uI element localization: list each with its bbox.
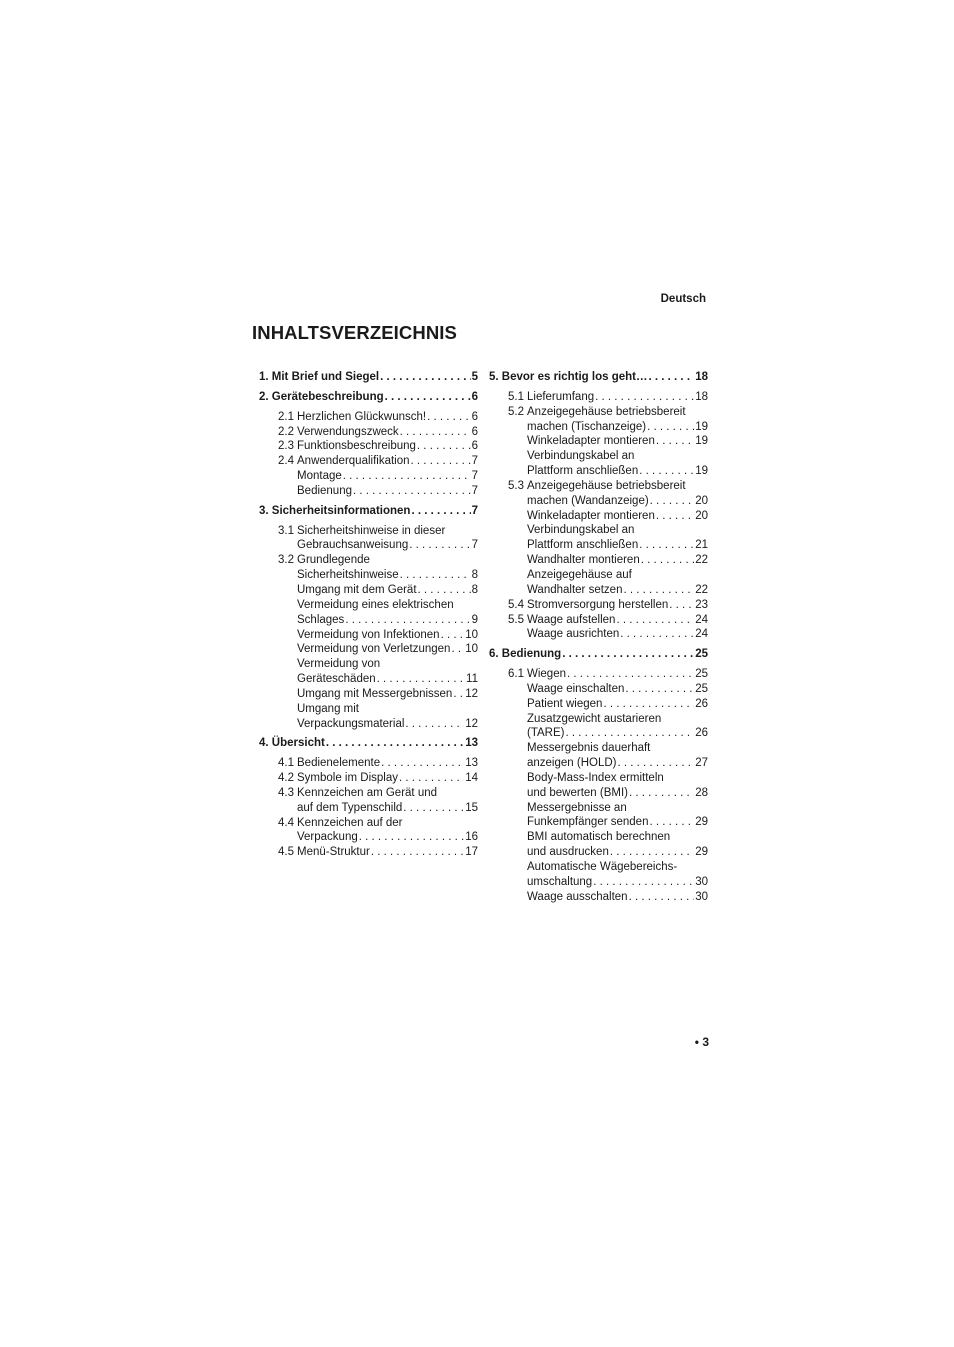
dot-leader bbox=[629, 786, 694, 801]
toc-entry-number: 4.2 bbox=[278, 772, 294, 785]
toc-entry-title: Plattform anschließen bbox=[527, 539, 639, 552]
toc-page-number: 19 bbox=[695, 435, 708, 448]
toc-page-number: 25 bbox=[695, 668, 708, 681]
toc-entry-title: Umgang mit dem Gerät bbox=[297, 583, 417, 596]
dot-leader bbox=[441, 628, 465, 643]
toc-page-number: 17 bbox=[465, 846, 478, 859]
toc-page-number: 13 bbox=[465, 757, 478, 770]
dot-leader bbox=[562, 647, 694, 662]
toc-entry[interactable] bbox=[489, 613, 708, 643]
toc-entry-title-line: Sicherheitshinweise in dieser bbox=[297, 524, 446, 537]
toc-page-number: 20 bbox=[695, 494, 708, 507]
toc-page-number: 9 bbox=[471, 613, 478, 626]
page-number: • 3 bbox=[694, 1035, 709, 1049]
toc-page-number: 7 bbox=[471, 504, 478, 517]
toc-page-number: 26 bbox=[695, 697, 708, 710]
toc-page-number: 7 bbox=[471, 484, 478, 497]
toc-chapter-title: 3. Sicherheitsinformationen bbox=[259, 504, 411, 517]
toc-entry-title: Symbole im Display bbox=[297, 772, 398, 785]
toc-page-number: 24 bbox=[695, 613, 708, 626]
toc-entry[interactable] bbox=[489, 667, 708, 905]
dot-leader bbox=[371, 845, 464, 860]
toc-page-number: 29 bbox=[695, 816, 708, 829]
toc-entry-title-line: Messergebnis dauerhaft bbox=[527, 742, 651, 755]
dot-leader bbox=[620, 627, 694, 642]
dot-leader bbox=[411, 504, 470, 519]
toc-entry-number: 4.1 bbox=[278, 757, 294, 770]
toc-chapter-5[interactable] bbox=[489, 370, 708, 385]
dot-leader bbox=[610, 845, 694, 860]
dot-leader bbox=[377, 672, 465, 687]
toc-entry-title: auf dem Typenschild bbox=[297, 801, 403, 814]
toc-entry[interactable] bbox=[259, 786, 478, 816]
dot-leader bbox=[381, 756, 464, 771]
toc-page-number: 13 bbox=[465, 737, 478, 750]
toc-page-number: 16 bbox=[465, 831, 478, 844]
toc-subentry[interactable] bbox=[297, 613, 478, 628]
toc-page-number: 15 bbox=[465, 801, 478, 814]
toc-entry-title: Plattform anschließen bbox=[527, 465, 639, 478]
toc-entry-title: Waage aufstellen bbox=[527, 613, 616, 626]
dot-leader bbox=[616, 613, 694, 628]
dot-leader bbox=[649, 815, 694, 830]
dot-leader bbox=[399, 771, 464, 786]
dot-leader bbox=[326, 736, 464, 751]
toc-page-number: 11 bbox=[466, 673, 478, 686]
toc-entry-title: Verpackung bbox=[297, 831, 358, 844]
toc-page-number: 20 bbox=[695, 509, 708, 522]
toc-entry-title-line: Grundlegende bbox=[297, 554, 370, 567]
toc-entry-title: (TARE) bbox=[527, 727, 565, 740]
toc-subentry[interactable] bbox=[527, 682, 708, 697]
toc-entry-title: anzeigen (HOLD) bbox=[527, 757, 617, 770]
dot-leader bbox=[648, 370, 694, 385]
toc-subentry[interactable] bbox=[527, 538, 708, 553]
toc-subentry[interactable] bbox=[297, 628, 478, 643]
toc-page-number: 6 bbox=[471, 425, 478, 438]
toc-page-number: 7 bbox=[471, 455, 478, 468]
toc-entry-title: Verpackungsmaterial bbox=[297, 717, 405, 730]
toc-page-number: 6 bbox=[471, 440, 478, 453]
toc-entry[interactable] bbox=[259, 756, 478, 771]
dot-leader bbox=[400, 568, 471, 583]
toc-page-number: 8 bbox=[471, 569, 478, 582]
toc-entry-title-line: Verbindungskabel an bbox=[527, 524, 635, 537]
toc-page-number: 10 bbox=[465, 643, 478, 656]
dot-leader bbox=[359, 830, 464, 845]
toc-subentry[interactable] bbox=[297, 672, 478, 687]
toc-page-number: 25 bbox=[695, 648, 708, 661]
toc-entry-title: machen (Tischanzeige) bbox=[527, 420, 647, 433]
toc-entry[interactable] bbox=[259, 454, 478, 499]
toc-section-group-4 bbox=[259, 756, 478, 860]
toc-entry-title: Sicherheitshinweise bbox=[297, 569, 399, 582]
toc-subentry[interactable] bbox=[527, 890, 708, 905]
toc-page-number: 19 bbox=[695, 465, 708, 478]
toc-subentry[interactable] bbox=[527, 434, 708, 449]
toc-page-number: 29 bbox=[695, 846, 708, 859]
toc-entry-title-line: Anzeigegehäuse betriebsbereit bbox=[527, 479, 686, 492]
dot-leader bbox=[567, 667, 694, 682]
toc-entry-title-line: BMI automatisch berechnen bbox=[527, 831, 671, 844]
dot-leader bbox=[403, 801, 464, 816]
toc-entry-title: Wandhalter setzen bbox=[527, 583, 623, 596]
toc-entry[interactable] bbox=[259, 816, 478, 846]
toc-entry-title-line: Messergebnisse an bbox=[527, 801, 627, 814]
toc-entry-title: Lieferumfang bbox=[527, 390, 595, 403]
toc-entry-title: Waage ausschalten bbox=[527, 890, 628, 903]
toc-entry-number: 3.2 bbox=[278, 554, 294, 567]
dot-leader bbox=[623, 583, 694, 598]
toc-entry[interactable] bbox=[489, 479, 708, 598]
toc-subentry[interactable] bbox=[527, 509, 708, 524]
dot-leader bbox=[353, 484, 471, 499]
dot-leader bbox=[405, 717, 464, 732]
toc-entry-title-line: Verbindungskabel an bbox=[527, 450, 635, 463]
toc-chapter-3[interactable] bbox=[259, 504, 478, 519]
toc-page-number: 21 bbox=[695, 539, 708, 552]
toc-chapter-1[interactable] bbox=[259, 370, 478, 385]
dot-leader bbox=[385, 390, 471, 405]
toc-page-number: 27 bbox=[695, 757, 708, 770]
toc-entry-title: und ausdrucken bbox=[527, 846, 609, 859]
dot-leader bbox=[343, 469, 471, 484]
dot-leader bbox=[656, 509, 694, 524]
toc-entry-number: 5.5 bbox=[508, 613, 524, 626]
toc-entry[interactable] bbox=[259, 425, 478, 440]
toc-entry[interactable] bbox=[259, 439, 478, 454]
toc-page-number: 30 bbox=[695, 875, 708, 888]
toc-column-right bbox=[489, 370, 708, 910]
dot-leader bbox=[451, 642, 464, 657]
toc-entry-title: Bedienung bbox=[297, 484, 352, 497]
toc-entry-number: 2.4 bbox=[278, 455, 294, 468]
toc-subentry[interactable] bbox=[527, 583, 708, 598]
toc-entry-title: umschaltung bbox=[527, 875, 593, 888]
toc-subentry[interactable] bbox=[527, 756, 708, 771]
toc-subentry[interactable] bbox=[527, 786, 708, 801]
toc-chapter-title: 5. Bevor es richtig los geht… bbox=[489, 371, 648, 383]
toc-page-number: 12 bbox=[465, 717, 478, 730]
toc-subentry[interactable] bbox=[297, 469, 478, 484]
toc-entry-title: Waage ausrichten bbox=[527, 628, 620, 641]
dot-leader bbox=[400, 425, 471, 440]
toc-entry-number: 5.2 bbox=[508, 405, 524, 418]
toc-page-number: 6 bbox=[471, 410, 478, 423]
toc-entry-title-line: Body-Mass-Index ermitteln bbox=[527, 771, 664, 784]
toc-subentry[interactable] bbox=[297, 583, 478, 598]
toc-entry-title-line: Vermeidung eines elektrischen bbox=[297, 598, 454, 611]
toc-entry-title: Verwendungszweck bbox=[297, 425, 399, 438]
toc-subentry[interactable] bbox=[527, 845, 708, 860]
toc-section-group-2 bbox=[259, 410, 478, 499]
toc-entry-title: Vermeidung von Infektionen bbox=[297, 628, 440, 641]
dot-leader bbox=[625, 682, 694, 697]
toc-page-number: 22 bbox=[695, 554, 708, 567]
dot-leader bbox=[409, 538, 470, 553]
toc-page-number: 23 bbox=[695, 598, 708, 611]
toc-entry-title: Geräteschäden bbox=[297, 673, 376, 686]
toc-entry[interactable] bbox=[259, 410, 478, 425]
toc-entry-title: Vermeidung von Verletzungen bbox=[297, 643, 451, 656]
dot-leader bbox=[411, 454, 471, 469]
toc-entry-title: Schlages bbox=[297, 613, 345, 626]
toc-entry-title-line: Kennzeichen auf der bbox=[297, 816, 403, 829]
dot-leader bbox=[669, 598, 694, 613]
toc-page-number: 7 bbox=[471, 470, 478, 483]
toc-entry[interactable] bbox=[489, 390, 708, 405]
toc-page-number: 26 bbox=[695, 727, 708, 740]
toc-entry-title: Winkeladapter montieren bbox=[527, 435, 655, 448]
toc-entry-title: Bedienelemente bbox=[297, 757, 381, 770]
toc-page-number: 8 bbox=[471, 583, 478, 596]
dot-leader bbox=[639, 538, 694, 553]
toc-page-number: 12 bbox=[465, 687, 478, 700]
toc-entry-title: und bewerten (BMI) bbox=[527, 786, 628, 799]
toc-entry-title: Umgang mit Messergebnissen bbox=[297, 687, 453, 700]
dot-leader bbox=[656, 434, 694, 449]
toc-entry[interactable] bbox=[259, 771, 478, 786]
toc-entry-number: 2.3 bbox=[278, 440, 294, 453]
toc-entry-title-line: Vermeidung von bbox=[297, 658, 381, 671]
toc-page-number: 7 bbox=[471, 539, 478, 552]
dot-leader bbox=[647, 420, 694, 435]
toc-entry-title: Montage bbox=[297, 470, 342, 483]
toc-entry[interactable] bbox=[259, 553, 478, 731]
dot-leader bbox=[639, 464, 694, 479]
toc-chapter-title: 4. Übersicht bbox=[259, 737, 325, 750]
toc-entry-title-line: Umgang mit bbox=[297, 702, 359, 715]
toc-entry-number: 4.5 bbox=[278, 846, 294, 859]
toc-column-left bbox=[259, 370, 478, 865]
toc-subentry[interactable] bbox=[297, 717, 478, 732]
toc-page-number: 6 bbox=[471, 390, 478, 403]
page-title: INHALTSVERZEICHNIS bbox=[252, 322, 457, 343]
toc-entry-title: Stromversorgung herstellen bbox=[527, 598, 669, 611]
dot-leader bbox=[565, 726, 694, 741]
toc-page-number: 18 bbox=[695, 371, 708, 383]
toc-entry[interactable] bbox=[259, 524, 478, 554]
toc-chapter-2[interactable] bbox=[259, 390, 478, 405]
dot-leader bbox=[593, 875, 694, 890]
toc-subentry[interactable] bbox=[297, 687, 478, 702]
toc-entry[interactable] bbox=[489, 405, 708, 479]
toc-entry-title-line: Zusatzgewicht austarieren bbox=[527, 712, 662, 725]
dot-leader bbox=[595, 390, 694, 405]
toc-page-number: 24 bbox=[695, 628, 708, 641]
toc-entry-title: Winkeladapter montieren bbox=[527, 509, 655, 522]
toc-section-group-6 bbox=[489, 667, 708, 905]
toc-section-group-3 bbox=[259, 524, 478, 732]
toc-subentry[interactable] bbox=[527, 875, 708, 890]
dot-leader bbox=[345, 613, 470, 628]
toc-entry-title: Funktionsbeschreibung bbox=[297, 440, 416, 453]
toc-entry-title: Gebrauchsanweisung bbox=[297, 539, 409, 552]
toc-page-number: 22 bbox=[695, 583, 708, 596]
toc-entry-title: Waage einschalten bbox=[527, 682, 625, 695]
toc-chapter-title: 2. Gerätebeschreibung bbox=[259, 390, 384, 403]
toc-entry-title-line: Anzeigegehäuse auf bbox=[527, 568, 632, 581]
toc-subentry[interactable] bbox=[297, 484, 478, 499]
toc-entry-number: 4.3 bbox=[278, 786, 294, 799]
dot-leader bbox=[603, 697, 694, 712]
toc-entry-title: Herzlichen Glückwunsch! bbox=[297, 410, 427, 423]
toc-page-number: 5 bbox=[471, 371, 478, 383]
toc-entry-title-line: Automatische Wägebereichs- bbox=[527, 861, 678, 873]
toc-entry-number: 5.4 bbox=[508, 598, 524, 611]
dot-leader bbox=[453, 687, 464, 702]
dot-leader bbox=[650, 494, 695, 509]
toc-entry-title: Menü-Struktur bbox=[297, 846, 370, 859]
toc-entry[interactable] bbox=[489, 598, 708, 613]
toc-entry-title: Patient wiegen bbox=[527, 697, 603, 710]
toc-page-number: 14 bbox=[465, 772, 478, 785]
toc-chapter-6[interactable] bbox=[489, 647, 708, 662]
dot-leader bbox=[629, 890, 695, 905]
toc-entry-number: 3.1 bbox=[278, 524, 294, 537]
toc-entry-number: 2.1 bbox=[278, 410, 294, 423]
toc-entry-number: 5.1 bbox=[508, 390, 524, 403]
toc-subentry[interactable] bbox=[527, 726, 708, 741]
toc-subentry[interactable] bbox=[527, 553, 708, 568]
toc-page-number: 28 bbox=[695, 786, 708, 799]
language-label: Deutsch bbox=[660, 293, 706, 305]
toc-entry-number: 6.1 bbox=[508, 668, 524, 681]
toc-entry-title: Funkempfänger senden bbox=[527, 816, 649, 829]
toc-entry[interactable] bbox=[259, 845, 478, 860]
dot-leader bbox=[641, 553, 694, 568]
toc-subentry[interactable] bbox=[297, 642, 478, 657]
dot-leader bbox=[380, 370, 470, 385]
toc-subentry[interactable] bbox=[527, 815, 708, 830]
toc-entry-title-line: Anzeigegehäuse betriebsbereit bbox=[527, 405, 686, 418]
toc-entry-title: machen (Wandanzeige) bbox=[527, 494, 649, 507]
toc-chapter-title: 1. Mit Brief und Siegel bbox=[259, 371, 380, 383]
dot-leader bbox=[617, 756, 694, 771]
toc-chapter-4[interactable] bbox=[259, 736, 478, 751]
dot-leader bbox=[427, 410, 470, 425]
toc-subentry[interactable] bbox=[527, 464, 708, 479]
toc-entry-number: 2.2 bbox=[278, 425, 294, 438]
toc-subentry[interactable] bbox=[527, 697, 708, 712]
toc-page-number: 25 bbox=[695, 682, 708, 695]
toc-page-number: 10 bbox=[465, 628, 478, 641]
toc-entry-number: 4.4 bbox=[278, 816, 294, 829]
toc-entry-title: Wandhalter montieren bbox=[527, 554, 640, 567]
toc-entry-title-line: Kennzeichen am Gerät und bbox=[297, 786, 438, 799]
toc-page-number: 19 bbox=[695, 420, 708, 433]
toc-entry-number: 5.3 bbox=[508, 479, 524, 492]
toc-chapter-title: 6. Bedienung bbox=[489, 648, 562, 661]
toc-subentry[interactable] bbox=[527, 627, 708, 642]
toc-entry-title: Wiegen bbox=[527, 668, 566, 681]
dot-leader bbox=[417, 439, 471, 454]
toc-page-number: 30 bbox=[695, 890, 708, 903]
dot-leader bbox=[418, 583, 471, 598]
toc-section-group-5 bbox=[489, 390, 708, 642]
toc-page-number: 18 bbox=[695, 390, 708, 403]
toc-entry-title: Anwenderqualifikation bbox=[297, 455, 410, 468]
